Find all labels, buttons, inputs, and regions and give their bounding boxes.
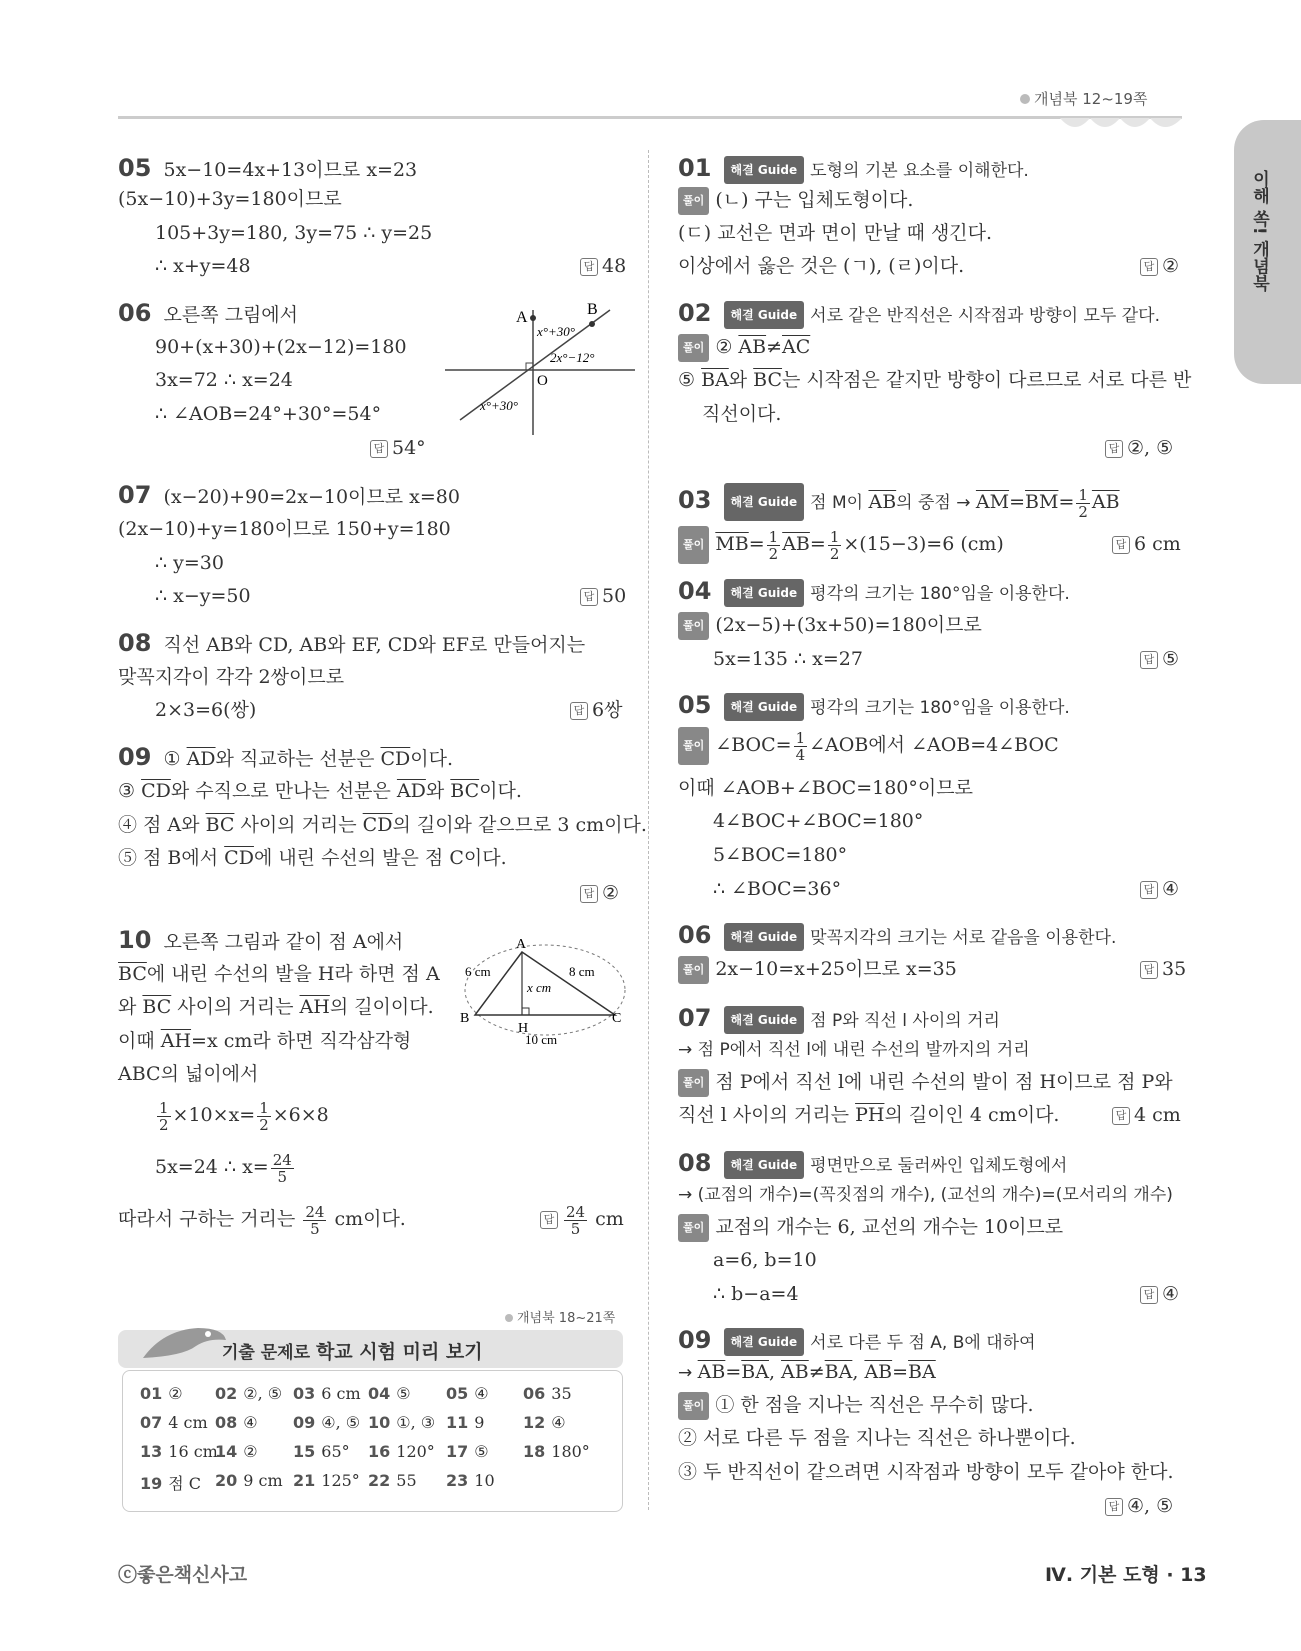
exam-answer-item: 01 ② bbox=[140, 1384, 183, 1403]
solution-line: 이상에서 옳은 것은 (ㄱ), (ㄹ)이다. bbox=[678, 255, 965, 277]
exam-answer-item: 19 점 C bbox=[140, 1474, 202, 1493]
answer: 답 48 bbox=[580, 253, 626, 279]
exam-ref: 개념북 18~21쪽 bbox=[505, 1307, 615, 1326]
guide-badge: 해결 Guide bbox=[724, 301, 805, 329]
solution-line: (5x−10)+3y=180이므로 bbox=[118, 188, 342, 210]
exam-answer-item: 16 120° bbox=[368, 1442, 435, 1461]
answer: 답 6 cm bbox=[1112, 531, 1181, 557]
answer-icon: 답 bbox=[1140, 961, 1158, 979]
guide-badge: 해결 Guide bbox=[724, 483, 805, 521]
guide-badge: 해결 Guide bbox=[724, 693, 805, 721]
guide-badge: 해결 Guide bbox=[724, 1328, 805, 1356]
solution-line: ⑤ $\overline{BA}$와 $\overline{BC}$는 시작점은 같지만 방향이 다르므로 서로 다른 반 bbox=[678, 369, 1192, 391]
answer: 답 6쌍 bbox=[570, 697, 622, 723]
exam-answer-item: 05 ④ bbox=[446, 1384, 489, 1403]
fig-angle-label: x°+30° bbox=[537, 324, 575, 339]
answer: 답 4 cm bbox=[1112, 1102, 1181, 1128]
answer: 답 ④ bbox=[1140, 876, 1179, 902]
answer-icon: 답 bbox=[580, 588, 598, 606]
svg-text:A: A bbox=[516, 937, 527, 952]
problem-number: 05 bbox=[678, 691, 712, 719]
bullet-icon bbox=[505, 1314, 513, 1322]
problem-number: 02 bbox=[678, 299, 712, 327]
exam-answer-item: 12 ④ bbox=[523, 1413, 566, 1432]
answer: 답 ② bbox=[1140, 253, 1179, 279]
solution-line: ⑤ 점 B에서 $\overline{CD}$에 내린 수선의 발은 점 C이다. bbox=[118, 847, 507, 869]
problem-number: 09 bbox=[678, 1326, 712, 1354]
triangle-figure bbox=[455, 930, 635, 1050]
exam-answer-item: 17 ⑤ bbox=[446, 1442, 489, 1461]
fig-angle-label: x°+30° bbox=[480, 398, 518, 413]
answer-icon: 답 bbox=[1140, 881, 1158, 899]
answer-icon: 답 bbox=[1105, 440, 1123, 458]
solution-line: 이때 $\overline{AH}=x$ cm라 하면 직각삼각형 bbox=[118, 1030, 412, 1052]
exam-answer-item: 04 ⑤ bbox=[368, 1384, 411, 1403]
guide-text: 평각의 크기는 180°임을 이용한다. bbox=[810, 584, 1070, 604]
problem-number: 08 bbox=[118, 629, 152, 657]
svg-text:8 cm: 8 cm bbox=[569, 964, 595, 979]
publisher-logo: ⓒ좋은책신사고 bbox=[118, 1564, 248, 1586]
answer-icon: 답 bbox=[1105, 1498, 1123, 1516]
exam-answer-item: 21 125° bbox=[293, 1471, 360, 1490]
exam-answer-item: 03 6 cm bbox=[293, 1384, 361, 1403]
guide-text: → $\overline{AB}=\overline{BA}$, $\overline{AB}\ne\overline{BA}$, $\overline{AB}=\overline{BA}$ bbox=[678, 1361, 936, 1383]
solution-line: 와 $\overline{BC}$ 사이의 거리는 $\overline{AH}$의 길이이다. bbox=[118, 996, 434, 1018]
solution-line: 풀이 $\overline{MB}=$ $\frac{1}{2}$ $\overline{AB}=$ $\frac{1}{2}$ ×(15−3)=6 (cm) bbox=[678, 526, 1004, 564]
solution-line: 직선이다. bbox=[702, 403, 782, 425]
exam-answer-item: 08 ④ bbox=[215, 1413, 258, 1432]
header-rule bbox=[118, 116, 1182, 119]
solution-badge: 풀이 bbox=[678, 612, 709, 640]
solution-line: 이때 ∠AOB+∠BOC=180°이므로 bbox=[678, 777, 973, 799]
solution-badge: 풀이 bbox=[678, 334, 709, 362]
solution-badge: 풀이 bbox=[678, 187, 709, 215]
solution-line: ③ $\overline{CD}$와 수직으로 만나는 선분은 $\overline{AD}$와 $\overline{BC}$이다. bbox=[118, 780, 522, 802]
solution-badge: 풀이 bbox=[678, 956, 709, 984]
answer-icon: 답 bbox=[580, 885, 598, 903]
solution-line: 풀이 ① 한 점을 지나는 직선은 무수히 많다. bbox=[678, 1392, 1034, 1420]
problem-number: 06 bbox=[118, 299, 152, 327]
svg-text:C: C bbox=[612, 1011, 622, 1026]
problem-number: 07 bbox=[118, 481, 152, 509]
exam-answer-item: 15 65° bbox=[293, 1442, 350, 1461]
guide-badge: 해결 Guide bbox=[724, 1151, 805, 1179]
solution-line: 풀이 ② $\overline{AB}\ne\overline{AC}$ bbox=[678, 334, 810, 362]
solution-line: 오른쪽 그림에서 bbox=[163, 304, 299, 326]
solution-line: 풀이 (2x−5)+(3x+50)=180이므로 bbox=[678, 612, 982, 640]
solution-line: 4∠BOC+∠BOC=180° bbox=[713, 810, 924, 832]
fig-label-a: A bbox=[516, 309, 528, 326]
problem-number: 09 bbox=[118, 743, 152, 771]
solution-line: 2×3=6(쌍) bbox=[155, 699, 257, 721]
exam-answer-item: 23 10 bbox=[446, 1471, 495, 1490]
fig-angle-label: 2x°−12° bbox=[550, 350, 595, 365]
solution-line: (2x−10)+y=180이므로 150+y=180 bbox=[118, 518, 451, 540]
side-tab-label: 이해 쏙! 개념북 bbox=[1249, 170, 1269, 292]
solution-badge: 풀이 bbox=[678, 526, 709, 564]
solution-line: 90+(x+30)+(2x−12)=180 bbox=[155, 336, 407, 358]
solution-line: 직선 l 사이의 거리는 $\overline{PH}$의 길이인 4 cm이다. bbox=[678, 1104, 1060, 1126]
guide-text: 평각의 크기는 180°임을 이용한다. bbox=[810, 698, 1070, 718]
header-ref: 개념북 12~19쪽 bbox=[1020, 88, 1147, 109]
answer: 답 54° bbox=[370, 435, 426, 461]
answer-icon: 답 bbox=[580, 258, 598, 276]
solution-line: ④ 점 A와 $\overline{BC}$ 사이의 거리는 $\overline{CD}$의 길이와 같으므로 3 cm이다. bbox=[118, 814, 647, 836]
problem-number: 03 bbox=[678, 486, 712, 514]
problem-number: 06 bbox=[678, 921, 712, 949]
exam-answer-item: 13 16 cm bbox=[140, 1442, 218, 1461]
solution-badge: 풀이 bbox=[678, 1214, 709, 1242]
answer-icon: 답 bbox=[1140, 1286, 1158, 1304]
solution-badge: 풀이 bbox=[678, 727, 709, 765]
solution-line: 따라서 구하는 거리는 $\frac{24}{5}$ cm이다. bbox=[118, 1202, 406, 1238]
solution-line: ∴ ∠BOC=36° bbox=[713, 878, 842, 900]
bullet-icon bbox=[1020, 94, 1030, 104]
answer: 답 ② bbox=[580, 880, 619, 906]
exam-answer-item: 11 9 bbox=[446, 1413, 485, 1432]
fig-label-o: O bbox=[537, 373, 548, 389]
guide-badge: 해결 Guide bbox=[724, 1006, 805, 1034]
exam-title: 기출 문제로 학교 시험 미리 보기 bbox=[222, 1341, 483, 1363]
svg-text:x cm: x cm bbox=[527, 980, 552, 995]
answer-icon: 답 bbox=[1140, 651, 1158, 669]
guide-badge: 해결 Guide bbox=[724, 156, 805, 184]
page-number: Ⅳ. 기본 도형 · 13 bbox=[1045, 1564, 1207, 1586]
solution-line: ∴ y=30 bbox=[155, 552, 224, 574]
exam-answer-item: 09 ④, ⑤ bbox=[293, 1413, 361, 1432]
solution-line: ② 서로 다른 두 점을 지나는 직선은 하나뿐이다. bbox=[678, 1427, 1076, 1449]
exam-answer-item: 22 55 bbox=[368, 1471, 417, 1490]
solution-line: 풀이 점 P에서 직선 l에 내린 수선의 발이 점 H이므로 점 P와 bbox=[678, 1069, 1173, 1097]
problem-number: 08 bbox=[678, 1149, 712, 1177]
header-wave bbox=[1060, 112, 1182, 134]
solution-line: 5∠BOC=180° bbox=[713, 844, 848, 866]
solution-badge: 풀이 bbox=[678, 1069, 709, 1097]
angle-figure bbox=[440, 300, 640, 440]
guide-badge: 해결 Guide bbox=[724, 923, 805, 951]
solution-line: 3x=72 ∴ x=24 bbox=[155, 369, 293, 391]
answer-icon: 답 bbox=[1112, 1107, 1130, 1125]
solution-line: a=6, b=10 bbox=[713, 1249, 817, 1271]
problem-number: 01 bbox=[678, 154, 712, 182]
svg-text:H: H bbox=[518, 1021, 529, 1036]
solution-line: (ㄷ) 교선은 면과 면이 만날 때 생긴다. bbox=[678, 222, 993, 244]
solution-line: ABC의 넓이에서 bbox=[118, 1063, 259, 1085]
guide-text: → 점 P에서 직선 l에 내린 수선의 발까지의 거리 bbox=[678, 1040, 1030, 1060]
guide-text: 도형의 기본 요소를 이해한다. bbox=[810, 161, 1029, 181]
guide-text: 맞꼭지각의 크기는 서로 같음을 이용한다. bbox=[810, 928, 1117, 948]
solution-line: 5x=135 ∴ x=27 bbox=[713, 648, 863, 670]
guide-text: 서로 같은 반직선은 시작점과 방향이 모두 같다. bbox=[810, 306, 1161, 326]
exam-answer-item: 06 35 bbox=[523, 1384, 572, 1403]
solution-line: 풀이 교점의 개수는 6, 교선의 개수는 10이므로 bbox=[678, 1214, 1063, 1242]
answer-icon: 답 bbox=[1140, 258, 1158, 276]
guide-text: 평면만으로 둘러싸인 입체도형에서 bbox=[810, 1156, 1068, 1176]
answer-icon: 답 bbox=[540, 1211, 558, 1229]
solution-line: ∴ x+y=48 bbox=[155, 255, 251, 277]
answer-icon: 답 bbox=[1112, 536, 1130, 554]
crocodile-icon bbox=[138, 1320, 228, 1366]
solution-line: ∴ ∠AOB=24°+30°=54° bbox=[155, 403, 382, 425]
solution-line: ③ 두 반직선이 같으려면 시작점과 방향이 모두 같아야 한다. bbox=[678, 1461, 1174, 1483]
answer: 답 ④ bbox=[1140, 1281, 1179, 1307]
solution-line: 5x−10=4x+13이므로 x=23 bbox=[163, 159, 418, 181]
solution-line: 직선 AB와 CD, AB와 EF, CD와 EF로 만들어지는 bbox=[163, 634, 586, 656]
solution-line: (x−20)+90=2x−10이므로 x=80 bbox=[163, 486, 460, 508]
equation: 5x=24 ∴ x= $\frac{24}{5}$ bbox=[155, 1150, 292, 1186]
problem-number: 05 bbox=[118, 154, 152, 182]
problem-number: 07 bbox=[678, 1004, 712, 1032]
answer-icon: 답 bbox=[570, 702, 588, 720]
solution-line: $\overline{BC}$에 내린 수선의 발을 H라 하면 점 A bbox=[118, 963, 440, 985]
exam-answer-item: 14 ② bbox=[215, 1442, 258, 1461]
solution-line: 풀이 2x−10=x+25이므로 x=35 bbox=[678, 956, 957, 984]
answer: 답 ④, ⑤ bbox=[1105, 1493, 1173, 1519]
exam-answer-item: 02 ②, ⑤ bbox=[215, 1384, 283, 1403]
answer: 답 $\frac{24}{5}$ cm bbox=[540, 1199, 624, 1239]
solution-line: 맞꼭지각이 각각 2쌍이므로 bbox=[118, 666, 345, 688]
exam-answer-item: 20 9 cm bbox=[215, 1471, 283, 1490]
svg-text:B: B bbox=[460, 1011, 470, 1026]
answer: 답 ②, ⑤ bbox=[1105, 435, 1173, 461]
solution-line: ∴ x−y=50 bbox=[155, 585, 251, 607]
exam-answer-item: 10 ①, ③ bbox=[368, 1413, 436, 1432]
answer-icon: 답 bbox=[370, 440, 388, 458]
svg-text:6 cm: 6 cm bbox=[465, 964, 491, 979]
guide-badge: 해결 Guide bbox=[724, 579, 805, 607]
problem-number: 10 bbox=[118, 926, 152, 954]
solution-badge: 풀이 bbox=[678, 1392, 709, 1420]
guide-text: 서로 다른 두 점 A, B에 대하여 bbox=[810, 1333, 1036, 1353]
answer: 답 ⑤ bbox=[1140, 646, 1179, 672]
guide-text: 점 P와 직선 l 사이의 거리 bbox=[810, 1011, 1000, 1031]
exam-answer-item: 18 180° bbox=[523, 1442, 590, 1461]
answer: 답 50 bbox=[580, 583, 626, 609]
exam-answer-item: 07 4 cm bbox=[140, 1413, 208, 1432]
svg-text:10 cm: 10 cm bbox=[525, 1032, 558, 1047]
problem-number: 04 bbox=[678, 577, 712, 605]
solution-line: 105+3y=180, 3y=75 ∴ y=25 bbox=[155, 222, 433, 244]
equation: $\frac{1}{2}$ ×10×x= $\frac{1}{2}$ ×6×8 bbox=[159, 1098, 329, 1134]
guide-text: → (교점의 개수)=(꼭짓점의 개수), (교선의 개수)=(모서리의 개수) bbox=[678, 1185, 1173, 1205]
solution-line: 풀이 ∠BOC= $\frac{1}{4}$ ∠AOB에서 ∠AOB=4∠BOC bbox=[678, 727, 1059, 765]
solution-line: ∴ b−a=4 bbox=[713, 1283, 799, 1305]
solution-line: 풀이 (ㄴ) 구는 입체도형이다. bbox=[678, 187, 913, 215]
fig-label-b: B bbox=[587, 301, 598, 318]
column-divider bbox=[648, 150, 649, 1510]
answer: 답 35 bbox=[1140, 956, 1186, 982]
